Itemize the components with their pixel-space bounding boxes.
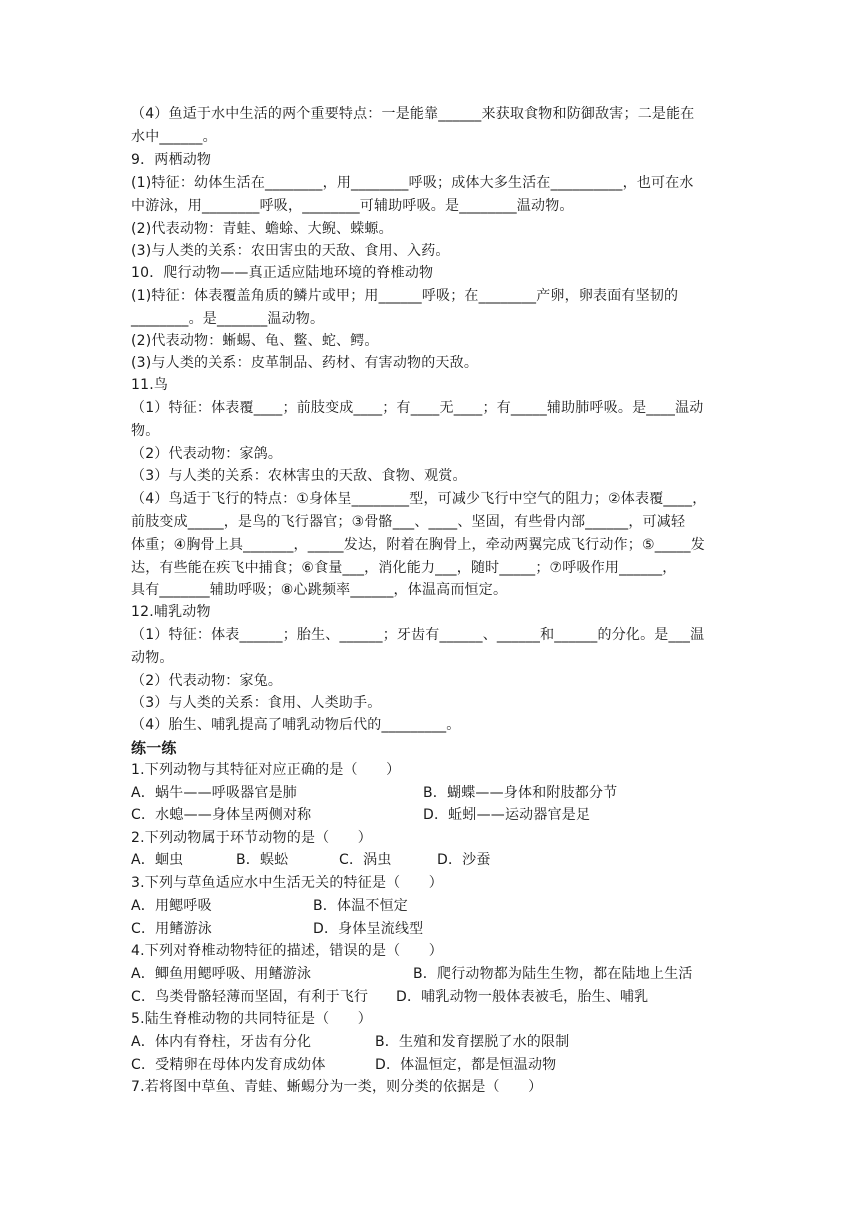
option: B．体温不恒定 xyxy=(313,898,409,914)
text-line: (2)代表动物：青蛙、蟾蜍、大鲵、蝾螈。 xyxy=(131,221,393,237)
text-line: 具有_______辅助呼吸；⑧心跳频率______，体温高而恒定。 xyxy=(131,582,508,598)
text-line: （4）鱼适于水中生活的两个重要特点：一是能靠______来获取食物和防御敌害；二是能在 xyxy=(131,106,695,122)
option: D．身体呈流线型 xyxy=(313,921,424,937)
option: C．涡虫 xyxy=(339,852,392,868)
heading-reptiles: 10．爬行动物——真正适应陆地环境的脊椎动物 xyxy=(131,265,434,281)
option: D．沙蚕 xyxy=(437,852,491,868)
text-line: （2）代表动物：家兔。 xyxy=(131,673,283,689)
question-stem: 1.下列动物与其特征对应正确的是（ ） xyxy=(131,762,401,778)
text-line: （3）与人类的关系：农林害虫的天敌、食物、观赏。 xyxy=(131,468,467,484)
question-stem: 5.陆生脊椎动物的共同特征是（ ） xyxy=(131,1011,372,1027)
section-title: 练一练 xyxy=(131,739,177,757)
option: D．蚯蚓——运动器官是足 xyxy=(423,807,591,823)
text-line: （4）鸟适于飞行的特点：①身体呈________型，可减少飞行中空气的阻力；②体表覆____， xyxy=(131,491,707,507)
text-line: （3）与人类的关系：食用、人类助手。 xyxy=(131,695,382,711)
option: A．蛔虫 xyxy=(131,852,184,868)
text-line: (3)与人类的关系：农田害虫的天敌、食用、入药。 xyxy=(131,243,450,259)
text-line: 体重；④胸骨上具_______，_____发达，附着在胸骨上，牵动两翼完成飞行动作；⑤_____发 xyxy=(131,537,705,553)
question-stem: 3.下列与草鱼适应水中生活无关的特征是（ ） xyxy=(131,875,443,891)
text-line: (1)特征：体表覆盖角质的鳞片或甲；用______呼吸；在________产卵，卵表面有坚韧的 xyxy=(131,288,679,304)
text-line: （4）胎生、哺乳提高了哺乳动物后代的_________。 xyxy=(131,717,461,733)
option: A．蜗牛——呼吸器官是肺 xyxy=(131,785,297,801)
question-stem: 2.下列动物属于环节动物的是（ ） xyxy=(131,830,372,846)
text-line: （1）特征：体表覆____；前肢变成____；有____无____；有_____辅助肺呼吸。是____温动 xyxy=(131,400,704,416)
option: B．蜈蚣 xyxy=(236,852,289,868)
option: B．蝴蝶——身体和附肢都分节 xyxy=(423,785,618,801)
text-line: （1）特征：体表______；胎生、______；牙齿有______、______和______的分化。是___温 xyxy=(131,627,705,643)
option: C．受精卵在母体内发育成幼体 xyxy=(131,1057,326,1073)
option: A．体内有脊柱，牙齿有分化 xyxy=(131,1034,312,1050)
option: C．用鳍游泳 xyxy=(131,921,212,937)
option: A．鲫鱼用鳃呼吸、用鳍游泳 xyxy=(131,966,312,982)
text-line: 中游泳，用________呼吸，________可辅助呼吸。是________温动物。 xyxy=(131,198,574,214)
text-line: (1)特征：幼体生活在________，用________呼吸；成体大多生活在__________，也可在水 xyxy=(131,175,694,191)
text-line: ________。是_______温动物。 xyxy=(131,311,325,327)
text-line: （2）代表动物：家鸽。 xyxy=(131,446,283,462)
question-stem: 7.若将图中草鱼、青蛙、蜥蜴分为一类，则分类的依据是（ ） xyxy=(131,1079,543,1095)
option: D．哺乳动物一般体表被毛，胎生、哺乳 xyxy=(396,989,649,1005)
option: D．体温恒定，都是恒温动物 xyxy=(375,1057,557,1073)
text-line: (3)与人类的关系：皮革制品、药材、有害动物的天敌。 xyxy=(131,355,479,371)
text-line: 水中______。 xyxy=(131,129,217,145)
text-line: 动物。 xyxy=(131,650,174,666)
option: C．水螅——身体呈两侧对称 xyxy=(131,807,312,823)
text-line: 达，有些能在疾飞中捕食；⑥食量___，消化能力___，随时_____；⑦呼吸作用______， xyxy=(131,560,677,576)
question-stem: 4.下列对脊椎动物特征的描述，错误的是（ ） xyxy=(131,943,443,959)
heading-amphibians: 9．两栖动物 xyxy=(131,152,212,168)
option: A．用鳃呼吸 xyxy=(131,898,212,914)
text-line: 前肢变成_____，是鸟的飞行器官；③骨骼___、____、坚固，有些骨内部______，可减轻 xyxy=(131,514,686,530)
heading-birds: 11.鸟 xyxy=(131,377,169,393)
option: C．鸟类骨骼轻薄而坚固，有利于飞行 xyxy=(131,989,369,1005)
text-line: (2)代表动物：蜥蜴、龟、鳖、蛇、鳄。 xyxy=(131,333,379,349)
text-line: 物。 xyxy=(131,423,160,439)
option: B．生殖和发育摆脱了水的限制 xyxy=(375,1034,570,1050)
heading-mammals: 12.哺乳动物 xyxy=(131,604,211,620)
option: B．爬行动物都为陆生生物，都在陆地上生活 xyxy=(413,966,693,982)
